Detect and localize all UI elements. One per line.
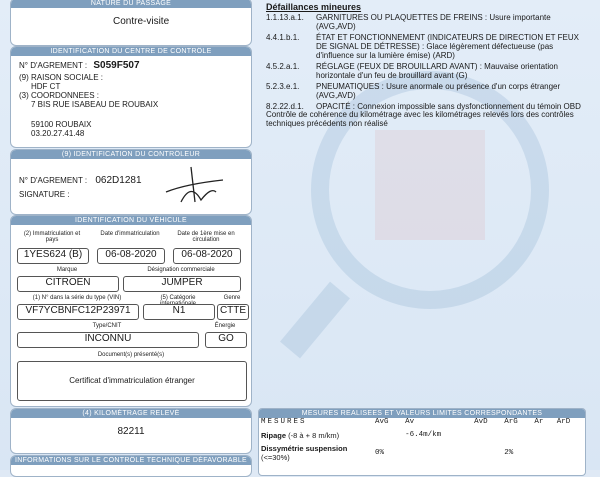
row-val: 2% xyxy=(504,449,514,457)
designation-field: JUMPER xyxy=(123,276,241,292)
raison-value: HDF CT xyxy=(31,82,61,91)
cap-marque: Marque xyxy=(56,267,78,273)
cap-categorie: (5) Catégorie xyxy=(160,295,196,301)
signature-icon xyxy=(161,162,231,207)
genre-field: CTTE xyxy=(217,304,249,320)
mesures-table xyxy=(259,418,585,462)
km-value: 82211 xyxy=(117,426,145,437)
row-val xyxy=(555,426,585,444)
marque-field: CITROEN xyxy=(17,276,119,292)
km-header: (4) KILOMÉTRAGE RELEVÉ xyxy=(11,409,251,418)
cap-date-immat: Date d'immatriculation xyxy=(100,231,160,237)
date-circ-field: 06-08-2020 xyxy=(173,248,241,264)
defaillance-code: 5.2.3.e.1. xyxy=(266,82,300,91)
categorie-field: N1 xyxy=(143,304,215,320)
mesures-panel xyxy=(258,408,586,476)
row-val xyxy=(403,444,472,462)
visit-type: Contre-visite xyxy=(113,16,170,27)
raison-label: (9) RAISON SOCIALE : xyxy=(19,73,104,82)
col-av: Av xyxy=(405,418,415,426)
km-coherence-note: Contrôle de cohérence du kilométrage avec les kilométrages relevés lors des contrôles techniques précédents non réalisé xyxy=(266,110,574,128)
table-row xyxy=(259,426,585,444)
cap-type: Type/CNIT xyxy=(92,323,122,329)
mesures-header: MESURES REALISEES ET VALEURS LIMITES CORRESPONDANTES xyxy=(259,409,585,418)
centre-phone: 03.20.27.41.48 xyxy=(31,129,85,138)
row-val xyxy=(472,426,502,444)
centre-agrement-label: N° D'AGREMENT : xyxy=(19,61,88,70)
defaillance-code: 1.1.13.a.1. xyxy=(266,13,304,22)
km-panel xyxy=(10,408,252,454)
defaillance-text: RÉGLAGE (FEUX DE BROUILLARD AVANT) : Mauvaise orientation horizontale d'un feu de brouillard avant (G) xyxy=(316,62,559,80)
defaillance-code: 4.4.1.b.1. xyxy=(266,33,300,42)
controleur-agrement-label: N° D'AGREMENT : xyxy=(19,176,88,185)
defaillance-item xyxy=(266,13,588,31)
vin-field: VF7YCBNFC12P23971 xyxy=(17,304,139,320)
row-val xyxy=(555,444,585,462)
centre-address: 7 BIS RUE ISABEAU DE ROUBAIX xyxy=(31,100,159,109)
cap-vin: (1) N° dans la série du type (VIN) xyxy=(32,295,122,301)
defaillance-item xyxy=(266,82,588,100)
centre-agrement: S059F507 xyxy=(93,60,140,71)
signature-label: SIGNATURE : xyxy=(19,190,70,199)
vehicule-header: IDENTIFICATION DU VÉHICULE xyxy=(11,216,251,225)
defaillances-section xyxy=(258,0,590,404)
info-header: INFORMATIONS SUR LE CONTRÔLE TECHNIQUE DÉFAVORABLE xyxy=(11,456,251,465)
defaillance-text: PNEUMATIQUES : Usure anormale ou présence d'un corps étranger (AVG,AVD) xyxy=(316,82,561,100)
documents-field: Certificat d'immatriculation étranger xyxy=(17,361,247,401)
coord-label: (3) COORDONNEES : xyxy=(19,91,100,100)
cap-designation: Désignation commerciale xyxy=(147,267,215,273)
immat-field: 1YES624 (B) xyxy=(17,248,89,264)
row-limit: (-8 à + 8 m/km) xyxy=(288,430,340,440)
info-panel xyxy=(10,455,252,477)
cap-documents: Document(s) présenté(s) xyxy=(97,352,165,358)
col-avd: AvD xyxy=(474,418,488,426)
vehicule-panel xyxy=(10,215,252,407)
row-val xyxy=(373,426,403,444)
cap-genre: Genre xyxy=(223,295,241,301)
centre-header: IDENTIFICATION DU CENTRE DE CONTRÔLE xyxy=(11,47,251,56)
centre-city: 59100 ROUBAIX xyxy=(31,120,92,129)
controleur-panel xyxy=(10,149,252,215)
defaillance-text: OPACITÉ : Connexion impossible sans dysfonctionnement du témoin OBD xyxy=(316,102,581,111)
date-immat-field: 06-08-2020 xyxy=(97,248,165,264)
centre-panel xyxy=(10,46,252,148)
defaillances-title: Défaillances mineures xyxy=(266,2,362,12)
energie-field: GO xyxy=(205,332,247,348)
defaillance-item xyxy=(266,62,588,80)
cap-immat: (2) Immatriculation et pays xyxy=(23,231,81,243)
cap-energie: Énergie xyxy=(214,323,236,329)
defaillance-code: 8.2.22.d.1. xyxy=(266,102,304,111)
row-label: Dissymétrie suspension xyxy=(261,444,348,453)
row-val xyxy=(502,426,532,444)
defaillances-list xyxy=(266,13,588,113)
row-label: Ripage xyxy=(261,430,287,440)
col-arg: ArG xyxy=(504,418,518,426)
row-val xyxy=(532,444,554,462)
col-avg: AvG xyxy=(375,418,389,426)
row-limit: (<=30%) xyxy=(261,453,290,462)
row-val xyxy=(532,426,554,444)
row-val: -6.4m/km xyxy=(405,431,442,439)
col-ard: ArD xyxy=(556,418,571,426)
visit-header: NATURE DU PASSAGE xyxy=(11,0,251,8)
visit-panel xyxy=(10,0,252,46)
type-field: INCONNU xyxy=(17,332,199,348)
defaillance-text: GARNITURES OU PLAQUETTES DE FREINS : Usure importante (AVG,AVD) xyxy=(316,13,551,31)
controleur-agrement: 062D1281 xyxy=(95,175,142,186)
row-val: 0% xyxy=(375,449,385,457)
controleur-header: (9) IDENTIFICATION DU CONTRÔLEUR xyxy=(11,150,251,159)
defaillance-item xyxy=(266,33,588,60)
row-val xyxy=(472,444,502,462)
table-row xyxy=(259,444,585,462)
defaillance-code: 4.5.2.a.1. xyxy=(266,62,300,71)
mesures-col-title: MESURES xyxy=(261,418,307,426)
col-ar: Ar xyxy=(534,418,544,426)
cap-date-circ: Date de 1ère mise en circulation xyxy=(177,231,235,243)
defaillance-text: ÉTAT ET FONCTIONNEMENT (INDICATEURS DE DIRECTION ET FEUX DE SIGNAL DE DÉTRESSE) : Glace légèrement défectueuse (pas d'influence sur la lumière émise) (ARD) xyxy=(316,33,579,60)
